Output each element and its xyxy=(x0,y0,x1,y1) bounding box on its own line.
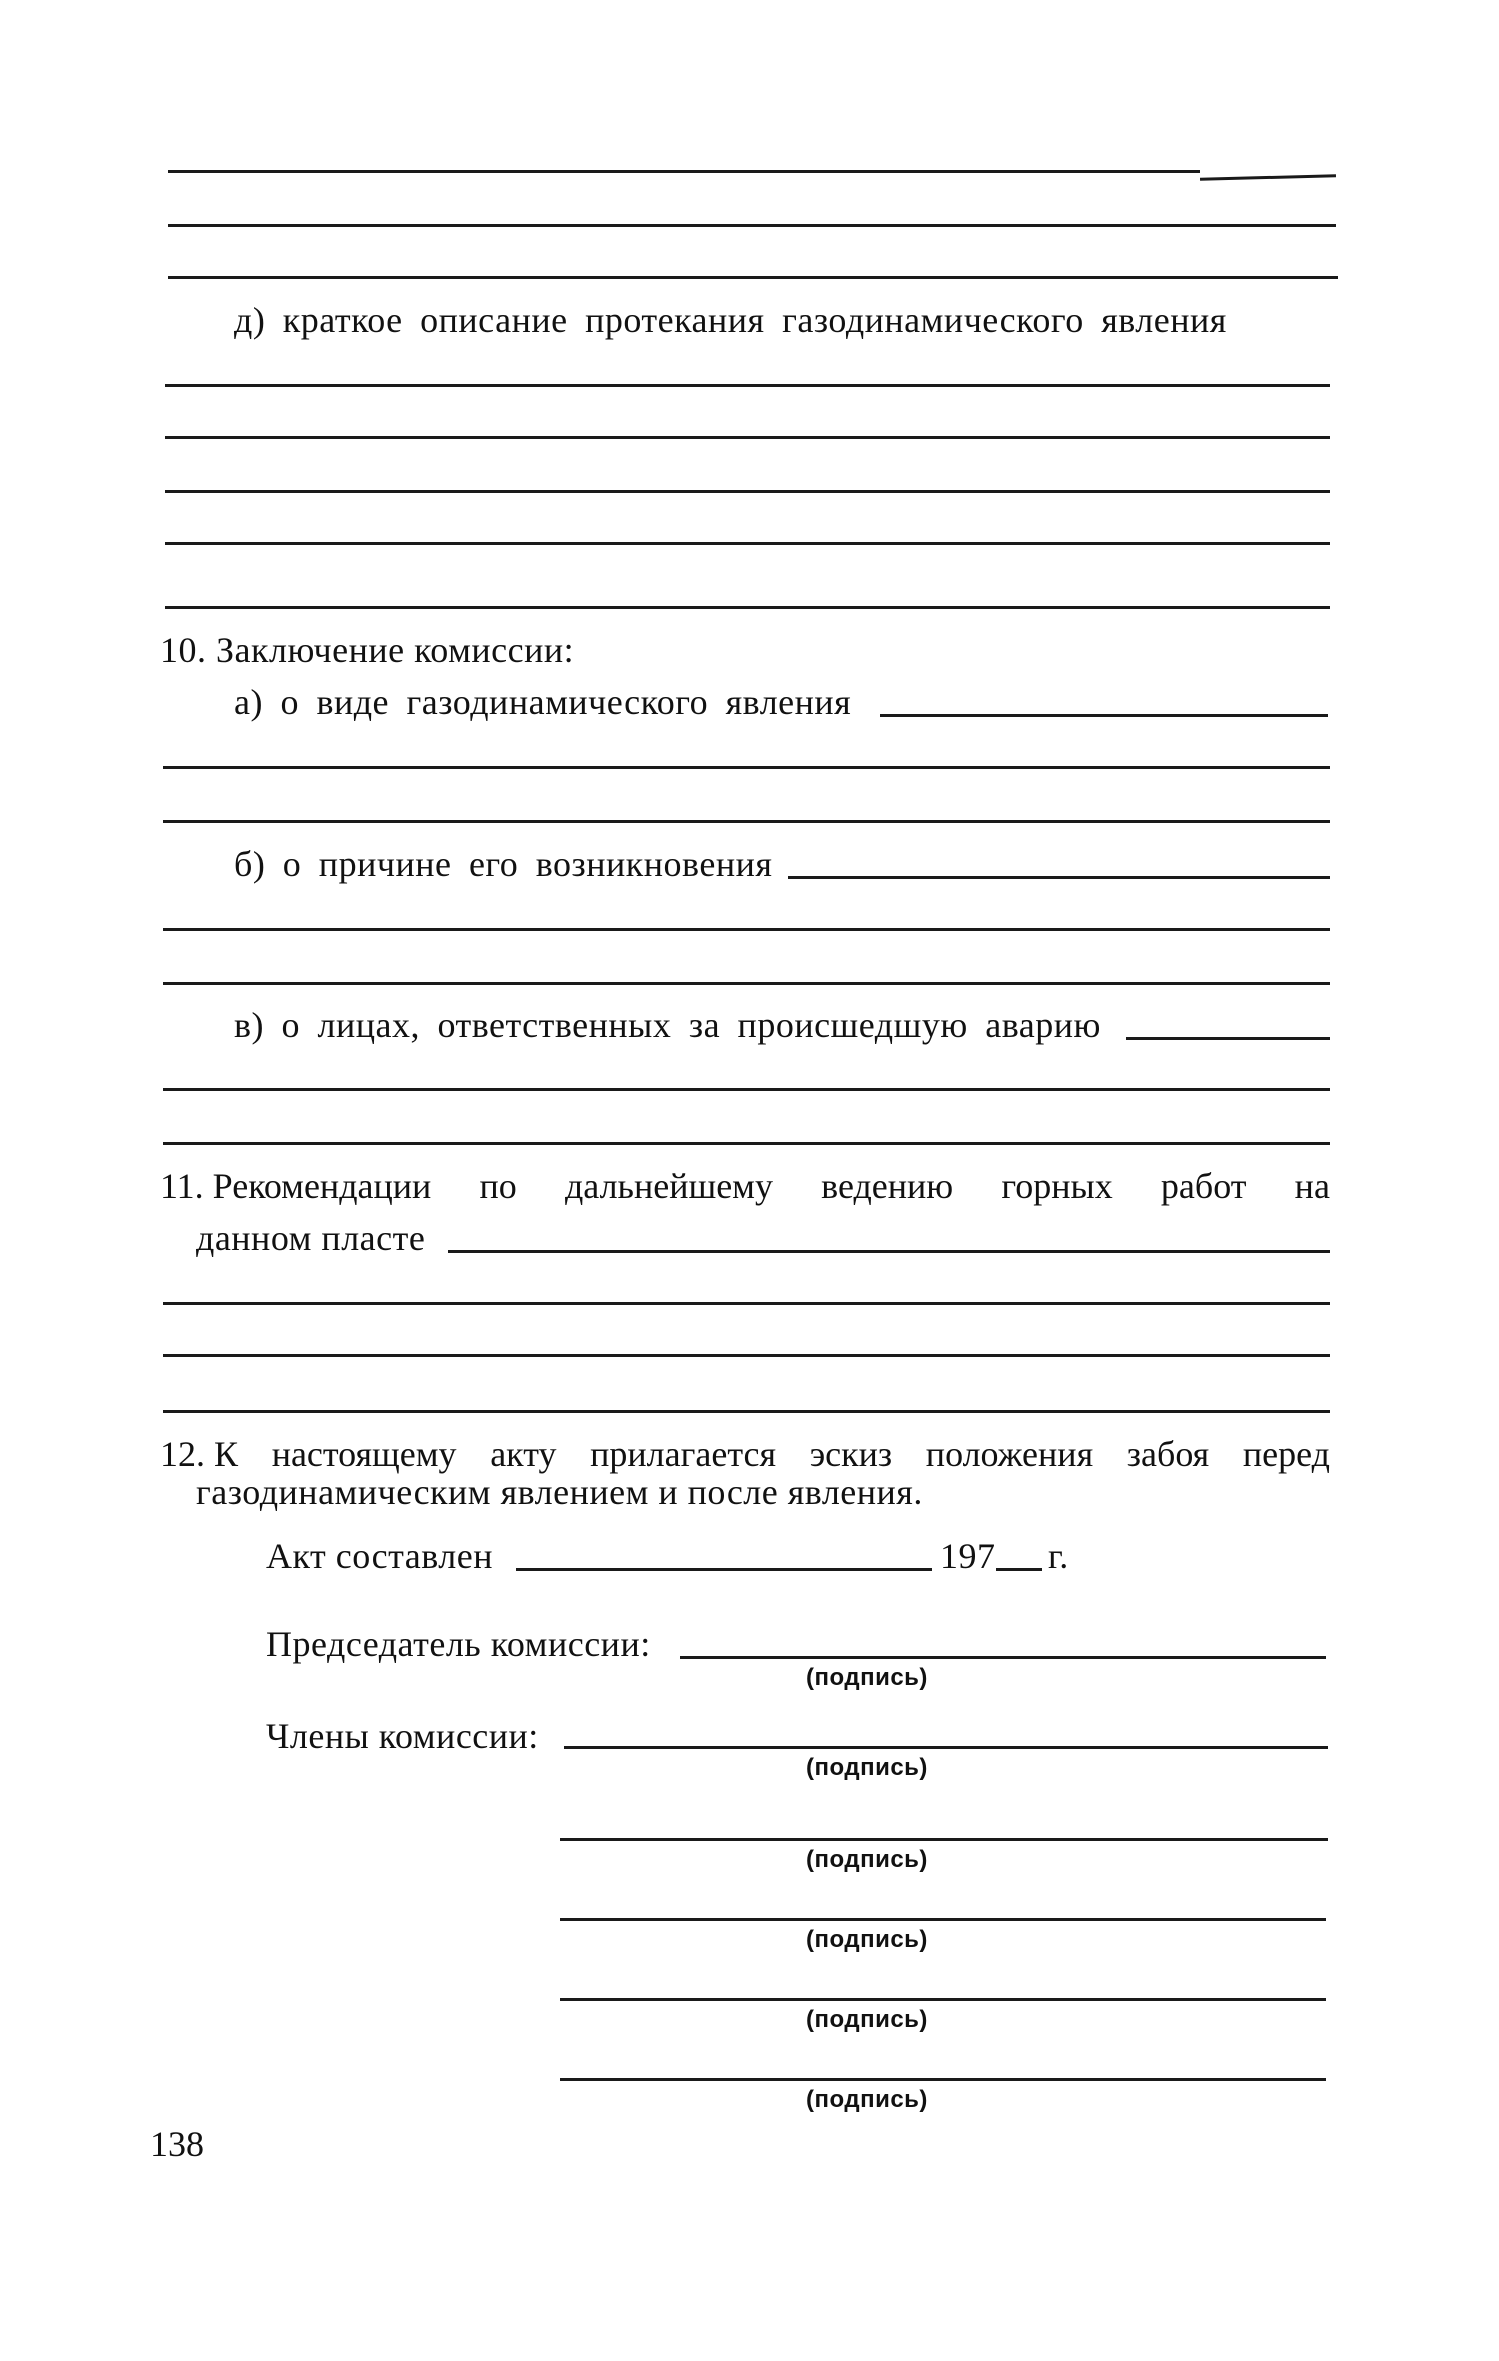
section-12-line1 xyxy=(160,1436,1330,1472)
ruled-line xyxy=(168,276,1338,279)
section-11-word: на xyxy=(1294,1166,1330,1206)
section-12-word: забоя xyxy=(1126,1434,1210,1474)
ruled-line xyxy=(163,1302,1330,1305)
ruled-line xyxy=(165,436,1330,439)
section-11-word: ведению xyxy=(821,1166,954,1206)
ruled-line xyxy=(163,1142,1330,1145)
item-10b-fill-line[interactable] xyxy=(788,876,1330,879)
item-9d-label: д) краткое описание протекания газодинамического явления xyxy=(234,300,1227,340)
item-10v-fill-line[interactable] xyxy=(1126,1037,1330,1040)
ruled-line xyxy=(163,820,1330,823)
section-10-heading: 10. Заключение комиссии: xyxy=(160,630,575,670)
signature-caption: (подпись) xyxy=(806,1846,928,1873)
section-11-line1 xyxy=(160,1168,1330,1204)
ruled-line xyxy=(168,170,1200,173)
member-signature-line[interactable] xyxy=(560,2078,1326,2081)
signature-caption: (подпись) xyxy=(806,2086,928,2113)
ruled-line xyxy=(165,384,1330,387)
signature-caption: (подпись) xyxy=(806,2006,928,2033)
member-signature-line[interactable] xyxy=(560,1838,1328,1841)
item-10a-fill-line[interactable] xyxy=(880,714,1328,717)
ruled-line xyxy=(163,982,1330,985)
item-10b-label: б) о причине его возникновения xyxy=(234,844,773,884)
ruled-line xyxy=(163,766,1330,769)
section-12-word: положения xyxy=(925,1434,1094,1474)
section-12-word: прилагается xyxy=(590,1434,777,1474)
section-11-word: работ xyxy=(1160,1166,1247,1206)
section-11-word: горных xyxy=(1001,1166,1113,1206)
member-signature-line[interactable] xyxy=(564,1746,1328,1749)
ruled-line xyxy=(165,542,1330,545)
act-year-prefix: 197 xyxy=(940,1536,996,1576)
section-12-word: эскиз xyxy=(809,1434,893,1474)
member-signature-line[interactable] xyxy=(560,1918,1326,1921)
ruled-line xyxy=(165,606,1330,609)
signature-caption: (подпись) xyxy=(806,1754,928,1781)
ruled-line xyxy=(1200,174,1336,181)
section-12-word: акту xyxy=(490,1434,557,1474)
ruled-line xyxy=(163,1088,1330,1091)
act-year-line[interactable] xyxy=(996,1568,1042,1571)
member-signature-line[interactable] xyxy=(560,1998,1326,2001)
ruled-line xyxy=(165,490,1330,493)
chairman-signature-line[interactable] xyxy=(680,1656,1326,1659)
item-10a-label: а) о виде газодинамического явления xyxy=(234,682,852,722)
act-label: Акт составлен xyxy=(266,1536,493,1576)
item-11-fill-line[interactable] xyxy=(448,1250,1330,1253)
item-10v-label: в) о лицах, ответственных за происшедшую аварию xyxy=(234,1005,1101,1045)
act-date-line[interactable] xyxy=(516,1568,932,1571)
signature-caption: (подпись) xyxy=(806,1664,928,1691)
section-11-line2: данном пласте xyxy=(196,1218,426,1258)
section-11-word: 11. Рекомендации xyxy=(160,1166,432,1206)
ruled-line xyxy=(168,224,1336,227)
signature-caption: (подпись) xyxy=(806,1926,928,1953)
members-label: Члены комиссии: xyxy=(266,1716,539,1756)
chairman-label: Председатель комиссии: xyxy=(266,1624,651,1664)
page-number: 138 xyxy=(150,2124,204,2164)
section-12-word: 12. К xyxy=(160,1434,239,1474)
ruled-line xyxy=(163,928,1330,931)
section-11-word: по xyxy=(479,1166,517,1206)
section-12-word: настоящему xyxy=(271,1434,457,1474)
act-year-suffix: г. xyxy=(1048,1536,1069,1576)
section-11-word: дальнейшему xyxy=(564,1166,773,1206)
ruled-line xyxy=(163,1354,1330,1357)
section-12-line2: газодинамическим явлением и после явления. xyxy=(196,1472,923,1512)
ruled-line xyxy=(163,1410,1330,1413)
section-12-word: перед xyxy=(1242,1434,1330,1474)
